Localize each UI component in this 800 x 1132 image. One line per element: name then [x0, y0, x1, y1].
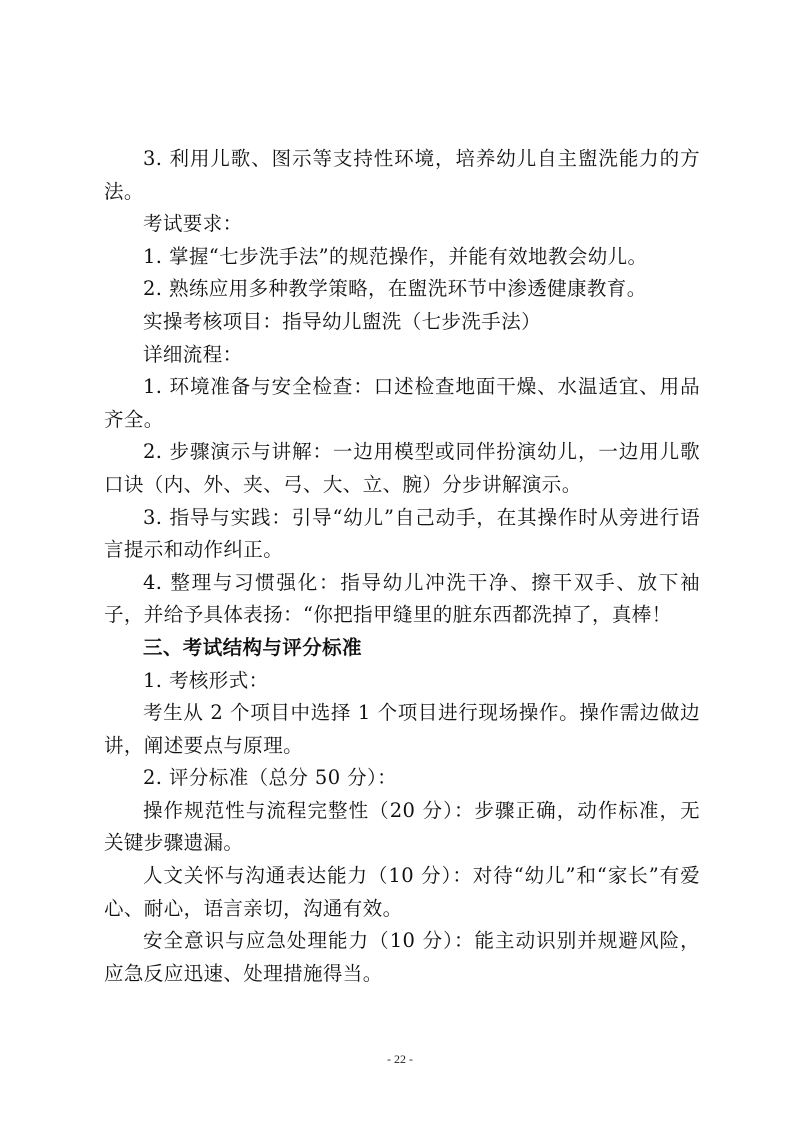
paragraph-scoring-standard: 2. 评分标准（总分 50 分）：	[143, 766, 398, 790]
paragraph-process-step-1: 1. 环境准备与安全检查：口述检查地面干燥、水温适宜、用品齐全。	[104, 375, 700, 431]
paragraph-requirement-2: 2. 熟练应用多种教学策略，在盥洗环节中渗透健康教育。	[143, 277, 647, 301]
page-number: - 22 -	[387, 1052, 413, 1066]
paragraph-requirement-1: 1. 掌握“七步洗手法”的规范操作，并能有效地教会幼儿。	[143, 244, 648, 268]
section-heading: 三、考试结构与评分标准	[143, 635, 362, 659]
paragraph-assessment-form: 1. 考核形式：	[143, 668, 269, 692]
paragraph-process-step-4: 4. 整理与习惯强化：指导幼儿冲洗干净、擦干双手、放下袖子，并给予具体表扬：“你把指甲缝里的脏东西都洗掉了，真棒！	[104, 570, 700, 627]
paragraph-detailed-process: 详细流程：	[143, 342, 243, 366]
document-body	[104, 143, 700, 990]
paragraph-practical-item: 实操考核项目：指导幼儿盥洗（七步洗手法）	[143, 309, 542, 333]
paragraph-process-step-2: 2. 步骤演示与讲解：一边用模型或同伴扮演幼儿，一边用儿歌口诀（内、外、夹、弓、大、立、腕）分步讲解演示。	[104, 440, 700, 496]
paragraph-score-safety: 安全意识与应急处理能力（10 分）：能主动识别并规避风险，应急反应迅速、处理措施得当。	[104, 929, 700, 985]
paragraph-exam-requirements: 考试要求：	[143, 212, 243, 236]
paragraph-process-step-3: 3. 指导与实践：引导“幼儿”自己动手，在其操作时从旁进行语言提示和动作纠正。	[104, 505, 700, 562]
paragraph-score-operation: 操作规范性与流程完整性（20 分）：步骤正确，动作标准，无关键步骤遗漏。	[104, 798, 700, 855]
paragraph-method-3: 3. 利用儿歌、图示等支持性环境，培养幼儿自主盥洗能力的方法。	[104, 147, 700, 203]
paragraph-assessment-form-detail: 考生从 2 个项目中选择 1 个项目进行现场操作。操作需边做边讲，阐述要点与原理。	[104, 701, 700, 757]
paragraph-score-communication: 人文关怀与沟通表达能力（10 分）：对待“幼儿”和“家长”有爱心、耐心，语言亲切，沟通有效。	[104, 864, 700, 920]
